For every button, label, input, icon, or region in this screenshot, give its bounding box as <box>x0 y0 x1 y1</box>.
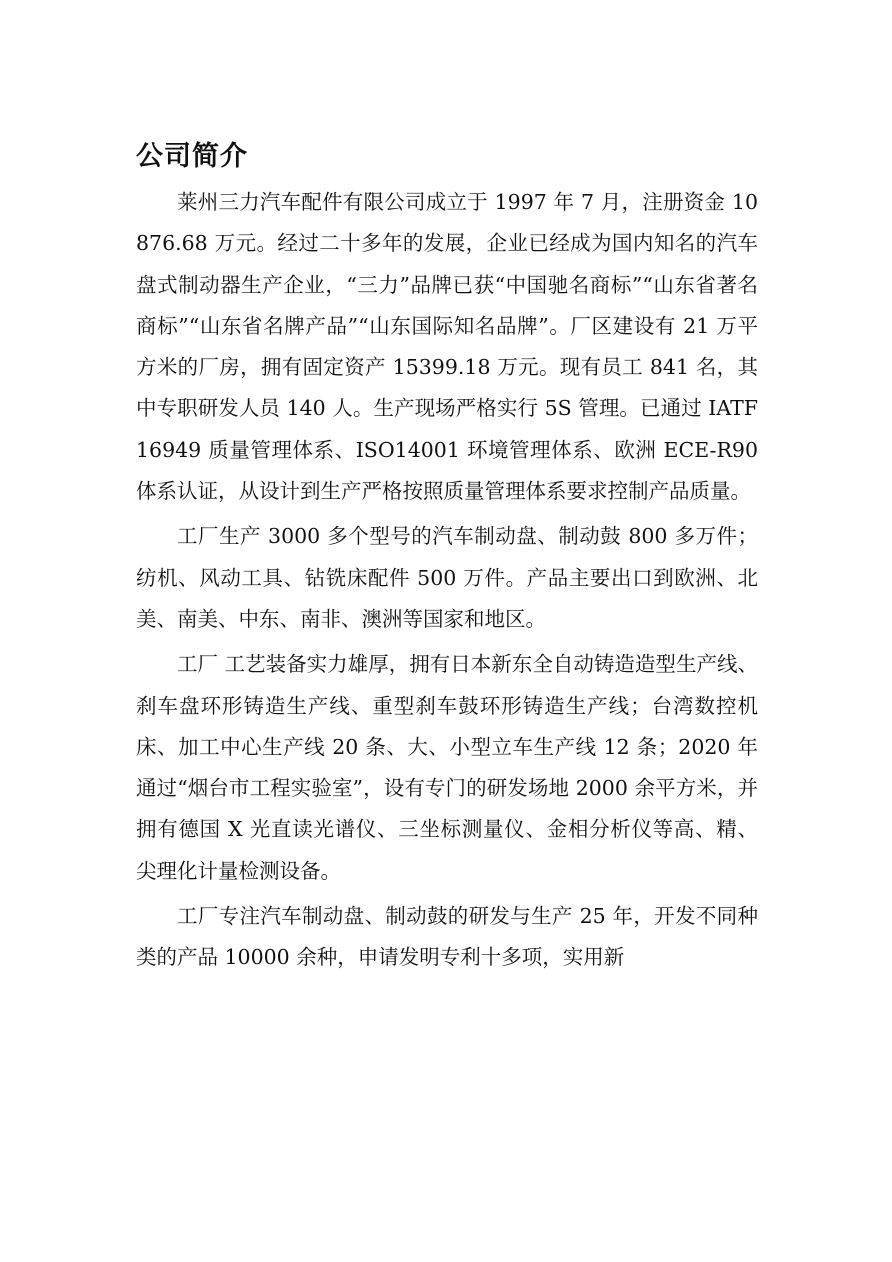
paragraph-company-overview: 莱州三力汽车配件有限公司成立于 1997 年 7 月，注册资金 10876.68 万元。经过二十多年的发展，企业已经成为国内知名的汽车盘式制动器生产企业，“三力”品牌已获“中国驰名商标”“山东省著名商标”“山东省名牌产品”“山东国际知名品牌”。厂区建设有 21 万平方米的厂房，拥有固定资产 15399.18 万元。现有员工 841 名，其中专职研发人员 140 人。生产现场严格实行 5S 管理。已通过 IATF16949 质量管理体系、ISO14001 环境管理体系、欧洲 ECE-R90 体系认证，从设计到生产严格按照质量管理体系要求控制产品质量。 <box>136 190 758 504</box>
paragraph-research-development: 工厂专注汽车制动盘、制动鼓的研发与生产 25 年，开发不同种类的产品 10000 余种，申请发明专利十多项，实用新 <box>136 904 758 970</box>
paragraph-equipment: 工厂 工艺装备实力雄厚，拥有日本新东全自动铸造造型生产线、刹车盘环形铸造生产线、重型刹车鼓环形铸造生产线；台湾数控机床、加工中心生产线 20 条、大、小型立车生产线 12 条；2020 年通过“烟台市工程实验室”，设有专门的研发场地 2000 余平方米，并拥有德国 X 光直读光谱仪、三坐标测量仪、金相分析仪等高、精、尖理化计量检测设备。 <box>136 652 758 883</box>
document-body <box>136 136 758 979</box>
paragraph-production-output: 工厂生产 3000 多个型号的汽车制动盘、制动鼓 800 多万件；纺机、风动工具、钻铣床配件 500 万件。产品主要出口到欧洲、北美、南美、中东、南非、澳洲等国家和地区。 <box>136 524 758 631</box>
page-title: 公司简介 <box>136 141 248 172</box>
